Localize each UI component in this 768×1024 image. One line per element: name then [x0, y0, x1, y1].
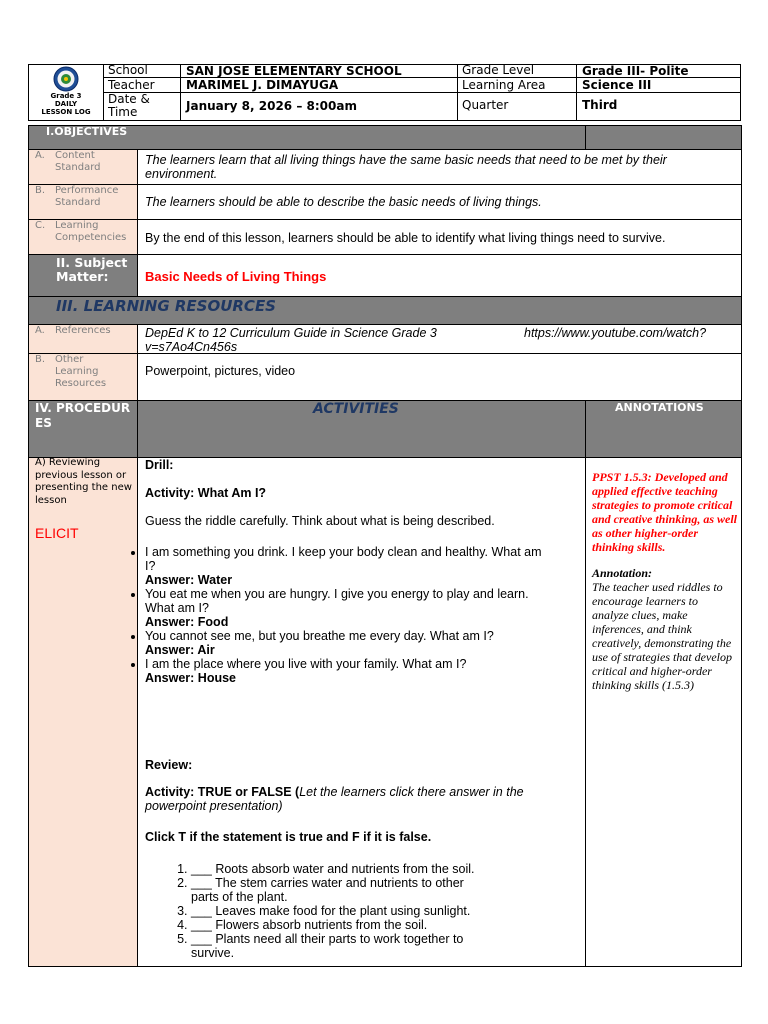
drill-label: Drill:: [145, 458, 174, 472]
activity1-instruction: Guess the riddle carefully. Think about what is being described.: [145, 514, 495, 528]
tf-item[interactable]: 5. ___ Plants need all their parts to work together to survive.: [191, 932, 485, 960]
logo-lesson-log: LESSON LOG: [41, 108, 91, 116]
grade-label: Grade Level: [462, 63, 535, 77]
references-url-1[interactable]: https://www.youtube.com/watch?: [524, 326, 707, 340]
procedures-title: IV. PROCEDURES: [35, 401, 131, 430]
activity2-title: Activity: TRUE or FALSE (Let the learners click there answer in the powerpoint presentation): [145, 785, 524, 813]
competencies-text: By the end of this lesson, learners should be able to identify what living things need to survive.: [145, 231, 666, 245]
references-label: A. References: [35, 325, 111, 336]
annotation-label: Annotation:: [592, 566, 653, 580]
activities-title: ACTIVITIES: [313, 401, 399, 417]
school-label: School: [108, 63, 148, 77]
references-url-2[interactable]: v=s7Ao4Cn456s: [145, 340, 238, 354]
date-label: Date & Time: [108, 92, 150, 119]
content-standard-label: A. Content Standard: [35, 150, 101, 173]
ppst-text: PPST 1.5.3: Developed and applied effective teaching strategies to promote critical and creative thinking, as well as other higher-order thinking skills.: [592, 470, 738, 554]
deped-seal-icon: [53, 66, 79, 92]
date-value: January 8, 2026 – 8:00am: [186, 99, 357, 113]
review-label: Review:: [145, 758, 193, 772]
subject-matter-value: Basic Needs of Living Things: [145, 269, 327, 284]
quarter-label: Quarter: [462, 98, 509, 112]
resources-title: III. LEARNING RESOURCES: [56, 297, 276, 315]
teacher-value: MARIMEL J. DIMAYUGA: [186, 78, 339, 92]
riddle-list: [99, 545, 545, 685]
references-text: DepEd K to 12 Curriculum Guide in Science Grade 3: [145, 326, 437, 340]
procedure-step-label: A) Reviewing previous lesson or presenting the new lesson: [35, 457, 132, 506]
competencies-label: C. Learning Competencies: [35, 220, 127, 243]
annotation-text: The teacher used riddles to encourage learners to analyze clues, make inferences, and think creatively, demonstrating the use of strategies that develop critical and higher-order thinking skills (1.5.3): [592, 580, 732, 692]
activity1-title: Activity: What Am I?: [145, 486, 267, 500]
other-resources-label: B. Other Learning Resources: [35, 354, 107, 389]
subject-matter-title: II. Subject Matter:: [56, 255, 128, 284]
area-label: Learning Area: [462, 78, 546, 92]
objectives-band: [29, 126, 741, 149]
grade-value: Grade III- Polite: [582, 64, 689, 78]
true-false-list: [145, 862, 485, 960]
school-value: SAN JOSE ELEMENTARY SCHOOL: [186, 64, 402, 78]
performance-standard-text: The learners should be able to describe the basic needs of living things.: [145, 195, 542, 209]
content-standard-text: The learners learn that all living things have the same basic needs that need to be met by their environment.: [145, 153, 667, 181]
deped-logo: [29, 65, 103, 120]
performance-standard-label: B. Performance Standard: [35, 185, 119, 208]
riddle-item: • You eat me when you are hungry. I give you energy to play and learn. What am I? Answer: Food: [145, 587, 545, 629]
annotations-content: [592, 470, 737, 692]
objectives-title: I.OBJECTIVES: [46, 125, 128, 138]
activities-content: [145, 458, 580, 685]
tf-item[interactable]: 2. ___ The stem carries water and nutrients to other parts of the plant.: [191, 876, 485, 904]
procedure-step-phase: ELICIT: [35, 525, 79, 541]
quarter-value: Third: [582, 98, 618, 112]
tf-item[interactable]: 4. ___ Flowers absorb nutrients from the soil.: [191, 918, 485, 932]
teacher-label: Teacher: [108, 78, 155, 92]
tf-item[interactable]: 1. ___ Roots absorb water and nutrients from the soil.: [191, 862, 485, 876]
logo-grade: Grade 3: [50, 92, 82, 100]
riddle-item: • You cannot see me, but you breathe me every day. What am I? Answer: Air: [145, 629, 545, 657]
tf-instruction: Click T if the statement is true and F if it is false.: [145, 830, 432, 844]
tf-item[interactable]: 3. ___ Leaves make food for the plant using sunlight.: [191, 904, 485, 918]
annotations-title: ANNOTATIONS: [615, 401, 704, 414]
logo-daily: DAILY: [54, 100, 78, 108]
riddle-item: • I am the place where you live with your family. What am I? Answer: House: [145, 657, 545, 685]
other-resources-text: Powerpoint, pictures, video: [145, 364, 296, 378]
riddle-item: • I am something you drink. I keep your body clean and healthy. What am I? Answer: Water: [145, 545, 545, 587]
area-value: Science III: [582, 78, 652, 92]
